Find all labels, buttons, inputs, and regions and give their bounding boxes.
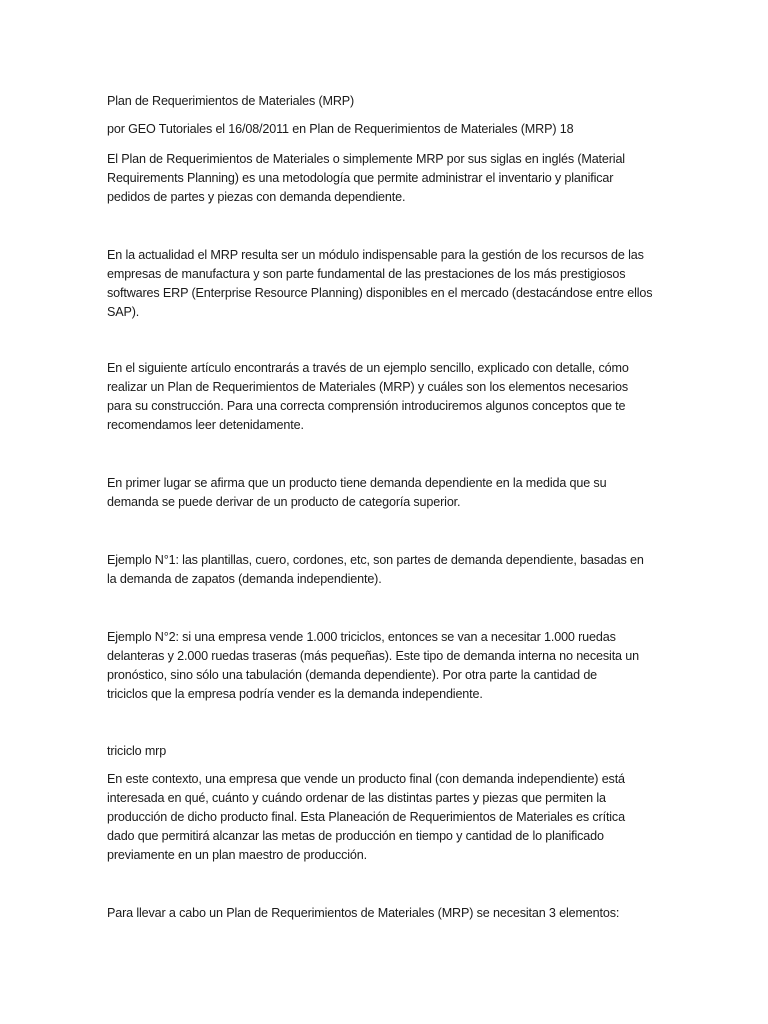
paragraph-2-line-3: softwares ERP (Enterprise Resource Planning) disponibles en el mercado (destacándose entre ellos bbox=[107, 286, 653, 300]
image-caption: triciclo mrp bbox=[107, 744, 167, 758]
paragraph-8-line-2: interesada en qué, cuánto y cuándo ordenar de las distintas partes y piezas que permiten la bbox=[107, 791, 606, 805]
document-title: Plan de Requerimientos de Materiales (MRP) bbox=[107, 94, 355, 108]
paragraph-3-line-1: En el siguiente artículo encontrarás a través de un ejemplo sencillo, explicado con detalle, cómo bbox=[107, 361, 629, 375]
paragraph-9-line-1: Para llevar a cabo un Plan de Requerimientos de Materiales (MRP) se necesitan 3 elementos: bbox=[107, 906, 620, 920]
paragraph-5-line-1: Ejemplo N°1: las plantillas, cuero, cordones, etc, son partes de demanda dependiente, basadas en bbox=[107, 553, 644, 567]
paragraph-4-line-2: demanda se puede derivar de un producto de categoría superior. bbox=[107, 495, 461, 509]
paragraph-6-line-1: Ejemplo N°2: si una empresa vende 1.000 triciclos, entonces se van a necesitar 1.000 ruedas bbox=[107, 630, 616, 644]
paragraph-2-line-2: empresas de manufactura y son parte fundamental de las prestaciones de los más prestigiosos bbox=[107, 267, 626, 281]
paragraph-1-line-2: Requirements Planning) es una metodología que permite administrar el inventario y planificar bbox=[107, 171, 614, 185]
paragraph-1-line-3: pedidos de partes y piezas con demanda dependiente. bbox=[107, 190, 406, 204]
paragraph-3-line-3: para su construcción. Para una correcta comprensión introduciremos algunos conceptos que te bbox=[107, 399, 626, 413]
paragraph-8-line-3: producción de dicho producto final. Esta Planeación de Requerimientos de Materiales es crítica bbox=[107, 810, 625, 824]
paragraph-5-line-2: la demanda de zapatos (demanda independiente). bbox=[107, 572, 382, 586]
paragraph-8-line-4: dado que permitirá alcanzar las metas de producción en tiempo y cantidad de lo planificado bbox=[107, 829, 604, 843]
paragraph-6-line-3: pronóstico, sino sólo una tabulación (demanda dependiente). Por otra parte la cantidad de bbox=[107, 668, 598, 682]
paragraph-3-line-4: recomendamos leer detenidamente. bbox=[107, 418, 304, 432]
byline: por GEO Tutoriales el 16/08/2011 en Plan de Requerimientos de Materiales (MRP) 18 bbox=[107, 122, 574, 136]
paragraph-8-line-5: previamente en un plan maestro de producción. bbox=[107, 848, 367, 862]
paragraph-1-line-1: El Plan de Requerimientos de Materiales o simplemente MRP por sus siglas en inglés (Material bbox=[107, 152, 625, 166]
paragraph-2-line-4: SAP). bbox=[107, 305, 140, 319]
paragraph-6-line-4: triciclos que la empresa podría vender es la demanda independiente. bbox=[107, 687, 483, 701]
paragraph-2-line-1: En la actualidad el MRP resulta ser un módulo indispensable para la gestión de los recursos de las bbox=[107, 248, 644, 262]
paragraph-4-line-1: En primer lugar se afirma que un producto tiene demanda dependiente en la medida que su bbox=[107, 476, 607, 490]
paragraph-8-line-1: En este contexto, una empresa que vende un producto final (con demanda independiente) está bbox=[107, 772, 625, 786]
paragraph-3-line-2: realizar un Plan de Requerimientos de Materiales (MRP) y cuáles son los elementos necesarios bbox=[107, 380, 628, 394]
paragraph-6-line-2: delanteras y 2.000 ruedas traseras (más pequeñas). Este tipo de demanda interna no necesita un bbox=[107, 649, 639, 663]
